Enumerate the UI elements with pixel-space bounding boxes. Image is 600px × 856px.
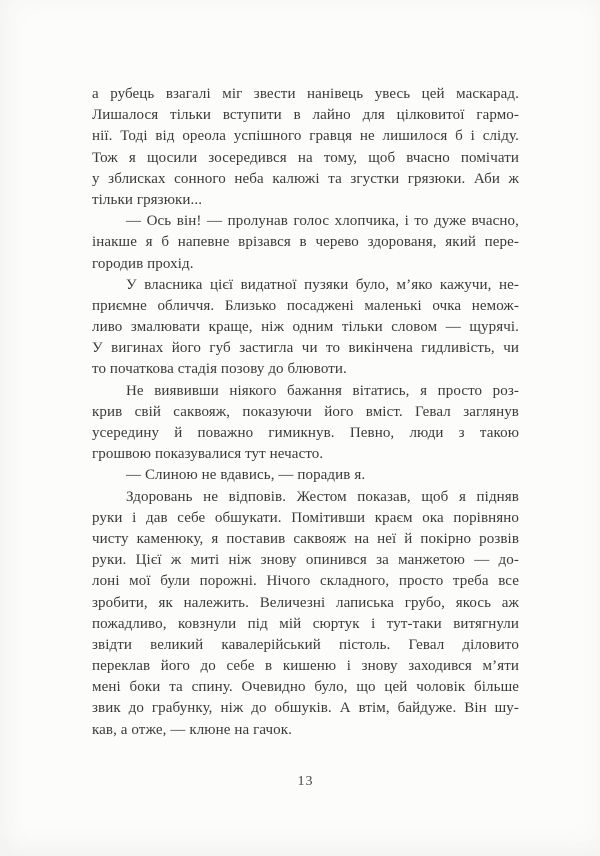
paragraph	[92, 211, 519, 275]
text-line: чисту каменюку, я поставив саквояж на неї й покірно розвів	[92, 530, 519, 547]
text-line: У власника цієї видатної пузяки було, м’яко кажучи, не-	[126, 276, 519, 293]
paragraph	[92, 487, 519, 741]
paragraph	[92, 84, 519, 211]
text-line: — Ось він! — пролунав голос хлопчика, і то дуже вчасно,	[126, 213, 519, 230]
text-line: крив свій саквояж, показуючи його вміст. Гевал заглянув	[92, 403, 519, 420]
text-line: лоні мої були порожні. Нічого складного, просто треба все	[92, 573, 519, 590]
text-line: тільки грязюки...	[92, 191, 203, 208]
text-line: руки і дав себе обшукати. Помітивши краєм ока порівняно	[92, 509, 519, 526]
text-line: грошвою показувалися тут нечасто.	[92, 446, 324, 463]
text-line: Тож я щосили зосередився на тому, щоб вчасно помічати	[92, 149, 519, 166]
text-line: кав, а отже, — клюне на гачок.	[92, 721, 292, 738]
paragraph	[92, 381, 519, 466]
text-line: нії. Тоді від ореола успішного гравця не лишилося б і сліду.	[92, 128, 519, 145]
text-line: звідти великий кавалерійський пістоль. Гевал діловито	[92, 636, 519, 653]
text-line: — Слиною не вдавись, — порадив я.	[126, 467, 366, 484]
text-block	[92, 84, 519, 741]
text-line: інакше я б напевне врізався в черево здорованя, який пере-	[92, 234, 519, 251]
text-line: а рубець взагалі міг звести нанівець увесь цей маскарад.	[92, 86, 519, 102]
text-line: Лишалося тільки вступити в лайно для цілковитої гармо-	[92, 107, 519, 124]
paragraph	[92, 465, 519, 486]
text-line: Здоровань не відповів. Жестом показав, щоб я підняв	[126, 488, 519, 505]
text-line: мені боки та спину. Очевидно було, що цей чоловік більше	[92, 679, 519, 696]
text-line: ливо змалювати краще, ніж одним тільки словом — щурячі.	[92, 319, 519, 336]
text-line: переклав його до себе в кишеню і знову заходився м’яти	[92, 658, 519, 675]
text-line: приємне обличчя. Близько посаджені маленькі очка немож-	[92, 297, 519, 314]
text-line: Не виявивши ніякого бажання вітатись, я просто роз-	[126, 382, 519, 399]
page-number: 13	[297, 774, 314, 789]
text-line: зробити, як належить. Величезні лаписька грубо, якось аж	[92, 594, 519, 611]
text-line: у зблисках сонного неба калюжі та згустки грязюки. Аби ж	[92, 170, 519, 187]
text-line: руки. Цієї ж миті ніж знову опинився за манжетою — до-	[92, 552, 519, 569]
text-line: городив прохід.	[92, 255, 194, 272]
text-line: усередину й поважно гимикнув. Певно, люди з такою	[92, 425, 519, 441]
text-line: пожадливо, ковзнули під мій сюртук і тут-таки витягнули	[92, 615, 519, 632]
text-line: то початкова стадія позову до блювоти.	[92, 361, 347, 378]
paragraph	[92, 275, 519, 381]
text-line: звик до грабунку, ніж до обшуків. А втім, байдуже. Він шу-	[92, 700, 519, 717]
text-line: У вигинах його губ застигла чи то викінчена гидливість, чи	[92, 340, 519, 357]
